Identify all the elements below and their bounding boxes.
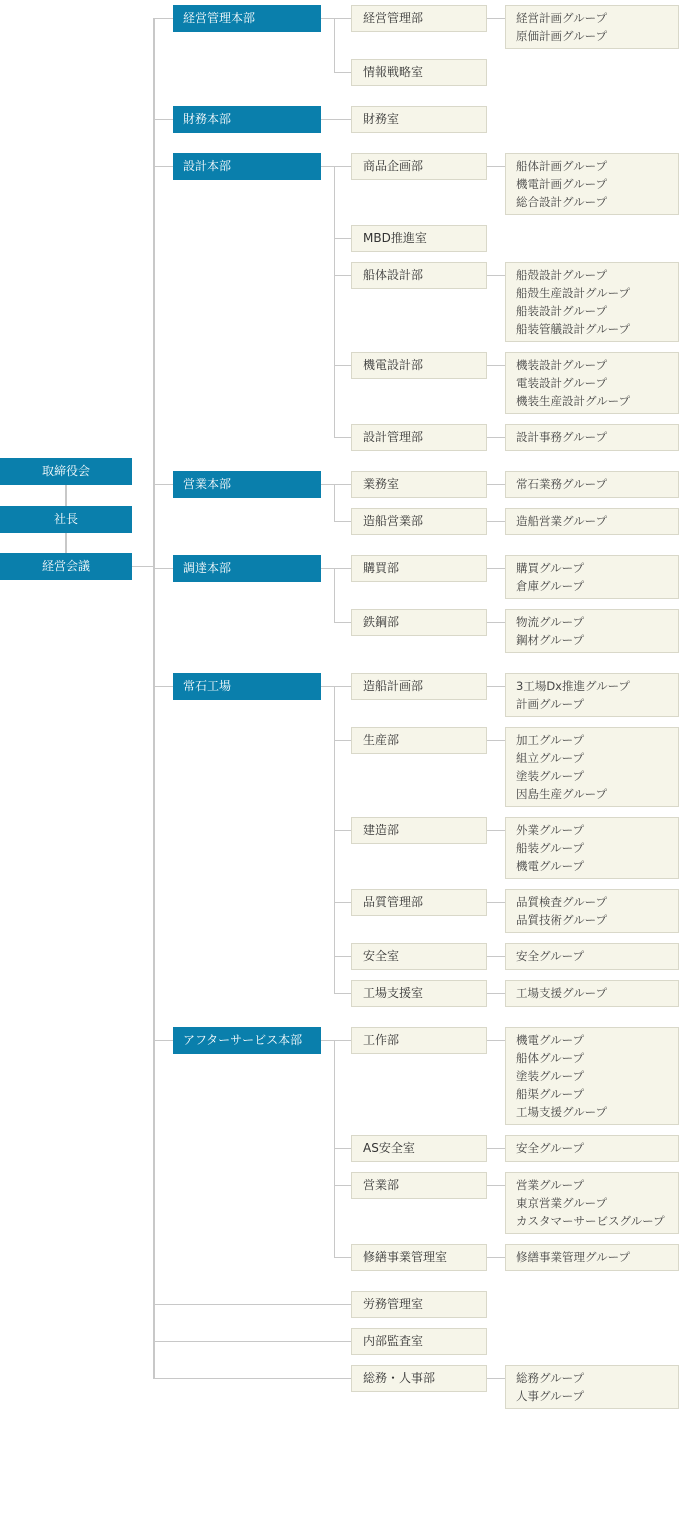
connector-line	[321, 119, 351, 120]
group-box	[505, 1135, 679, 1162]
connector-line	[65, 533, 67, 553]
connector-line	[154, 166, 173, 167]
connector-line	[487, 1257, 505, 1258]
department-box: 建造部	[351, 817, 487, 844]
connector-line	[334, 956, 351, 957]
department-box: 安全室	[351, 943, 487, 970]
headquarters-box: 財務本部	[173, 106, 321, 133]
group-label: 組立グループ	[516, 751, 585, 765]
group-box	[505, 1027, 679, 1125]
group-label: カスタマーサービスグループ	[516, 1214, 665, 1228]
headquarters-box: 経営管理本部	[173, 5, 321, 32]
group-label: 船装管艤設計グループ	[516, 322, 631, 336]
department-box: 経営管理部	[351, 5, 487, 32]
department-box: 船体設計部	[351, 262, 487, 289]
department-box: MBD推進室	[351, 225, 487, 252]
connector-line	[487, 484, 505, 485]
connector-line	[487, 1378, 505, 1379]
connector-line	[334, 521, 351, 522]
connector-line	[154, 119, 173, 120]
department-box: 業務室	[351, 471, 487, 498]
department-box: 購買部	[351, 555, 487, 582]
group-box	[505, 5, 679, 49]
connector-line	[487, 437, 505, 438]
group-label: 船渠グループ	[516, 1087, 585, 1101]
department-box: 労務管理室	[351, 1291, 487, 1318]
group-label: 鋼材グループ	[516, 633, 585, 647]
executive-box: 取締役会	[0, 458, 132, 485]
department-box: 修繕事業管理室	[351, 1244, 487, 1271]
connector-line	[321, 1040, 351, 1041]
connector-line	[153, 18, 155, 1379]
group-label: 原価計画グループ	[516, 29, 608, 43]
group-box	[505, 352, 679, 414]
group-label: 総合設計グループ	[516, 195, 608, 209]
connector-line	[334, 484, 335, 522]
group-label: 総務グループ	[516, 1371, 585, 1385]
department-box: 情報戦略室	[351, 59, 487, 86]
department-box: 鉄鋼部	[351, 609, 487, 636]
department-box: 品質管理部	[351, 889, 487, 916]
connector-line	[321, 484, 351, 485]
department-box: 商品企画部	[351, 153, 487, 180]
group-label: 機電計画グループ	[516, 177, 608, 191]
connector-line	[487, 568, 505, 569]
connector-line	[321, 568, 351, 569]
group-box	[505, 1172, 679, 1234]
department-box: 内部監査室	[351, 1328, 487, 1355]
group-label: 機電グループ	[516, 859, 585, 873]
connector-line	[154, 1378, 351, 1379]
connector-line	[487, 1148, 505, 1149]
connector-line	[154, 686, 173, 687]
connector-line	[334, 72, 351, 73]
department-box: 財務室	[351, 106, 487, 133]
group-label: 外業グループ	[516, 823, 585, 837]
department-box: 造船営業部	[351, 508, 487, 535]
connector-line	[154, 484, 173, 485]
group-label: 購買グループ	[516, 561, 585, 575]
group-box	[505, 1244, 679, 1271]
connector-line	[334, 1148, 351, 1149]
group-box	[505, 508, 679, 535]
group-label: 東京営業グループ	[516, 1196, 608, 1210]
group-box	[505, 889, 679, 933]
connector-line	[334, 740, 351, 741]
department-box: 工作部	[351, 1027, 487, 1054]
group-label: 営業グループ	[516, 1178, 585, 1192]
department-box: 設計管理部	[351, 424, 487, 451]
group-label: 船殻生産設計グループ	[516, 286, 631, 300]
connector-line	[65, 485, 67, 506]
headquarters-box: 設計本部	[173, 153, 321, 180]
group-label: 3工場Dx推進グループ	[516, 679, 631, 693]
connector-line	[334, 622, 351, 623]
group-box	[505, 727, 679, 807]
department-box: 営業部	[351, 1172, 487, 1199]
group-label: 品質技術グループ	[516, 913, 608, 927]
connector-line	[334, 830, 351, 831]
group-label: 船体グループ	[516, 1051, 585, 1065]
connector-line	[321, 686, 351, 687]
group-label: 船体計画グループ	[516, 159, 608, 173]
group-label: 機電グループ	[516, 1033, 585, 1047]
connector-line	[334, 1040, 335, 1258]
connector-line	[487, 956, 505, 957]
group-label: 経営計画グループ	[516, 11, 608, 25]
connector-line	[154, 568, 173, 569]
connector-line	[154, 18, 173, 19]
group-label: 修繕事業管理グループ	[516, 1250, 631, 1264]
connector-line	[334, 1257, 351, 1258]
connector-line	[487, 622, 505, 623]
connector-line	[487, 830, 505, 831]
connector-line	[334, 568, 335, 623]
group-label: 物流グループ	[516, 615, 585, 629]
connector-line	[334, 166, 335, 438]
connector-line	[154, 1304, 351, 1305]
group-box	[505, 980, 679, 1007]
connector-line	[154, 1341, 351, 1342]
group-label: 品質検査グループ	[516, 895, 608, 909]
connector-line	[487, 1185, 505, 1186]
group-label: 計画グループ	[516, 697, 585, 711]
group-label: 倉庫グループ	[516, 579, 585, 593]
group-label: 工場支援グループ	[516, 1105, 608, 1119]
connector-line	[334, 238, 351, 239]
connector-line	[334, 18, 335, 73]
group-label: 人事グループ	[516, 1389, 585, 1403]
group-box	[505, 424, 679, 451]
headquarters-box: 調達本部	[173, 555, 321, 582]
connector-line	[334, 993, 351, 994]
department-box: 総務・人事部	[351, 1365, 487, 1392]
group-label: 塗装グループ	[516, 1069, 585, 1083]
connector-line	[487, 275, 505, 276]
connector-line	[321, 18, 351, 19]
department-box: 工場支援室	[351, 980, 487, 1007]
group-label: 機装生産設計グループ	[516, 394, 631, 408]
connector-line	[487, 18, 505, 19]
group-label: 造船営業グループ	[516, 514, 608, 528]
connector-line	[487, 166, 505, 167]
group-label: 船殻設計グループ	[516, 268, 608, 282]
connector-line	[334, 365, 351, 366]
group-label: 安全グループ	[516, 949, 585, 963]
group-label: 船装設計グループ	[516, 304, 608, 318]
connector-line	[487, 365, 505, 366]
headquarters-box: アフターサービス本部	[173, 1027, 321, 1054]
group-box	[505, 1365, 679, 1409]
group-box	[505, 471, 679, 498]
department-box: 生産部	[351, 727, 487, 754]
group-label: 因島生産グループ	[516, 787, 608, 801]
group-label: 機装設計グループ	[516, 358, 608, 372]
group-label: 常石業務グループ	[516, 477, 608, 491]
department-box: AS安全室	[351, 1135, 487, 1162]
connector-line	[334, 275, 351, 276]
group-box	[505, 673, 679, 717]
connector-line	[321, 166, 351, 167]
connector-line	[334, 686, 335, 994]
connector-line	[334, 902, 351, 903]
connector-line	[487, 521, 505, 522]
group-label: 工場支援グループ	[516, 986, 608, 1000]
group-label: 安全グループ	[516, 1141, 585, 1155]
connector-line	[487, 1040, 505, 1041]
group-box	[505, 609, 679, 653]
connector-line	[487, 740, 505, 741]
department-box: 造船計画部	[351, 673, 487, 700]
group-label: 設計事務グループ	[516, 430, 608, 444]
connector-line	[487, 993, 505, 994]
group-label: 加工グループ	[516, 733, 585, 747]
department-box: 機電設計部	[351, 352, 487, 379]
connector-line	[487, 902, 505, 903]
headquarters-box: 営業本部	[173, 471, 321, 498]
group-label: 塗装グループ	[516, 769, 585, 783]
group-label: 船装グループ	[516, 841, 585, 855]
executive-box: 経営会議	[0, 553, 132, 580]
group-box	[505, 943, 679, 970]
connector-line	[334, 1185, 351, 1186]
connector-line	[132, 566, 154, 567]
headquarters-box: 常石工場	[173, 673, 321, 700]
connector-line	[487, 686, 505, 687]
connector-line	[334, 437, 351, 438]
group-box	[505, 817, 679, 879]
executive-box: 社長	[0, 506, 132, 533]
group-box	[505, 153, 679, 215]
connector-line	[154, 1040, 173, 1041]
group-box	[505, 262, 679, 342]
group-label: 電装設計グループ	[516, 376, 608, 390]
group-box	[505, 555, 679, 599]
